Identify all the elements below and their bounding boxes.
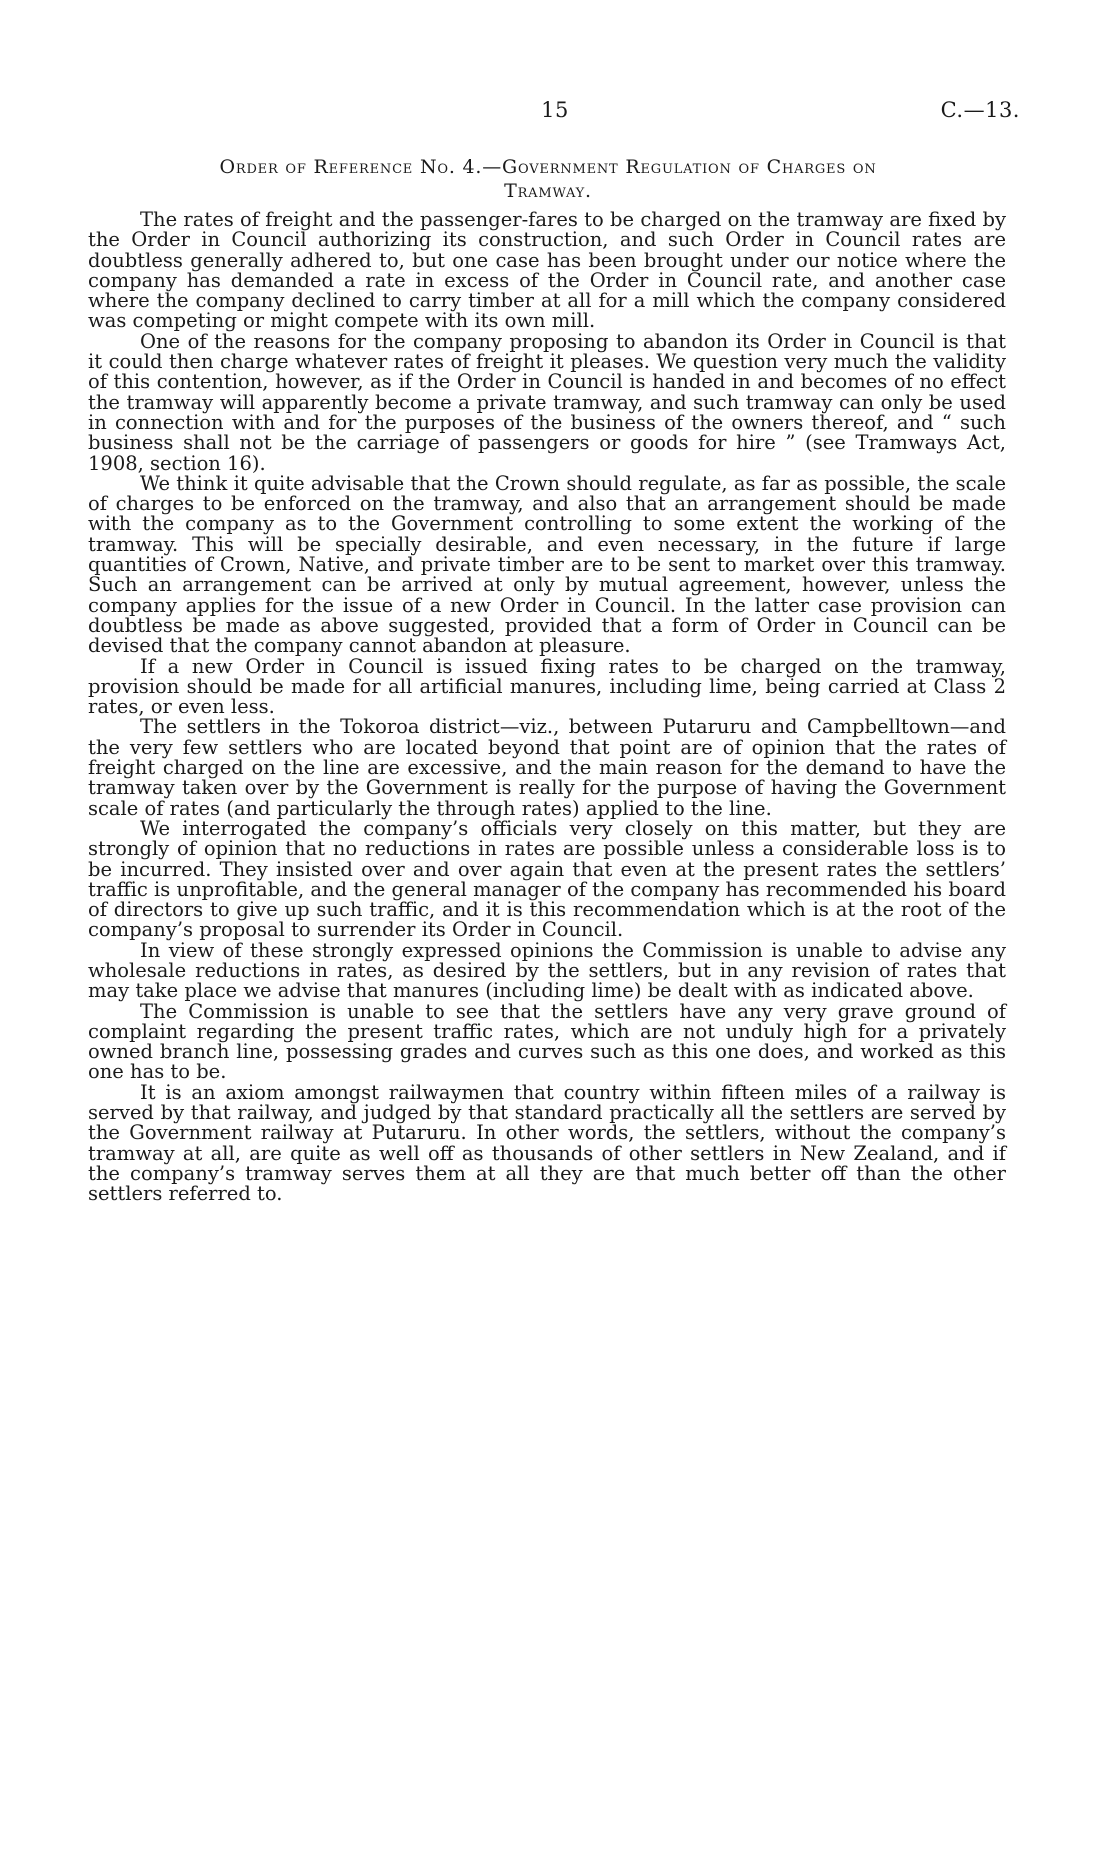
paragraph: If a new Order in Council is issued fixing rates to be charged on the tramway, provision should be made for all artificial manures, including lime, being carried at Class 2 rates, or even less. — [88, 654, 1006, 719]
section-heading-line-1: Order of Reference No. 4.—Government Regulation of Charges on — [219, 156, 877, 178]
paragraph: The settlers in the Tokoroa district—viz., between Putaruru and Campbelltown—and the very few settlers who are located beyond that point are of opinion that the rates of freight charged on the line are excessive, and the main reason for the demand to have the tramway taken over by the Government is really for the purpose of having the Government scale of rates (and particularly the through rates) applied to the line. — [88, 715, 1006, 820]
page-header — [0, 98, 1114, 138]
paragraph: It is an axiom amongst railwaymen that country within fifteen miles of a railway is served by that railway, and judged by that standard practically all the settlers are served by the Government railway at Putaruru. In other words, the settlers, without the company’s tramway at all, are quite as well off as thousands of other settlers in New Zealand, and if the company’s tramway serves them at all they are that much better off than the other settlers referred to. — [88, 1080, 1006, 1206]
paragraph: The rates of freight and the passenger-fares to be charged on the tramway are fixed by the Order in Council authorizing its construction, and such Order in Council rates are doubtless generally adhered to, but one case has been brought under our notice where the company has demanded a rate in excess of the Order in Council rate, and another case where the company declined to carry timber at all for a mill which the company considered was competing or might compete with its own mill. — [88, 208, 1006, 333]
body-text — [88, 210, 1006, 1205]
page-number: 15 — [541, 98, 569, 122]
section-heading — [88, 155, 1008, 203]
paragraph: One of the reasons for the company proposing to abandon its Order in Council is that it could then charge whatever rates of freight it pleases. We question very much the validity of this contention, however, as if the Order in Council is handed in and becomes of no effect the tramway will apparently become a private tramway, and such tramway can only be used in connection with and for the purposes of the business of the owners thereof, and “ such business shall not be the carriage of passengers or goods for hire ” (see Tramways Act, 1908, section 16). — [88, 329, 1006, 475]
section-heading-line-2: Tramway. — [504, 180, 592, 202]
paragraph: We think it quite advisable that the Crown should regulate, as far as possible, the scale of charges to be enforced on the tramway, and also that an arrangement should be made with the company as to the Government controlling to some extent the working of the tramway. This will be specially desirable, and even necessary, in the future if large quantities of Crown, Native, and private timber are to be sent to market over this tramway. Such an arrangement can be arrived at only by mutual agreement, however, unless the company applies for the issue of a new Order in Council. In the latter case provision can doubtless be made as above suggested, provided that a form of Order in Council can be devised that the company cannot abandon at pleasure. — [88, 471, 1006, 658]
paragraph: The Commission is unable to see that the settlers have any very grave ground of complaint regarding the present traffic rates, which are not unduly high for a privately owned branch line, possessing grades and curves such as this one does, and worked as this one has to be. — [88, 999, 1006, 1084]
document-reference: C.—13. — [940, 98, 1020, 122]
paragraph: In view of these strongly expressed opinions the Commission is unable to advise any wholesale reductions in rates, as desired by the settlers, but in any revision of rates that may take place we advise that manures (including lime) be dealt with as indicated above. — [88, 938, 1006, 1003]
paragraph: We interrogated the company’s officials very closely on this matter, but they are strongly of opinion that no reductions in rates are possible unless a considerable loss is to be incurred. They insisted over and over again that even at the present rates the settlers’ traffic is unprofitable, and the general manager of the company has recommended his board of directors to give up such traffic, and it is this recommendation which is at the root of the company’s proposal to surrender its Order in Council. — [88, 816, 1006, 942]
